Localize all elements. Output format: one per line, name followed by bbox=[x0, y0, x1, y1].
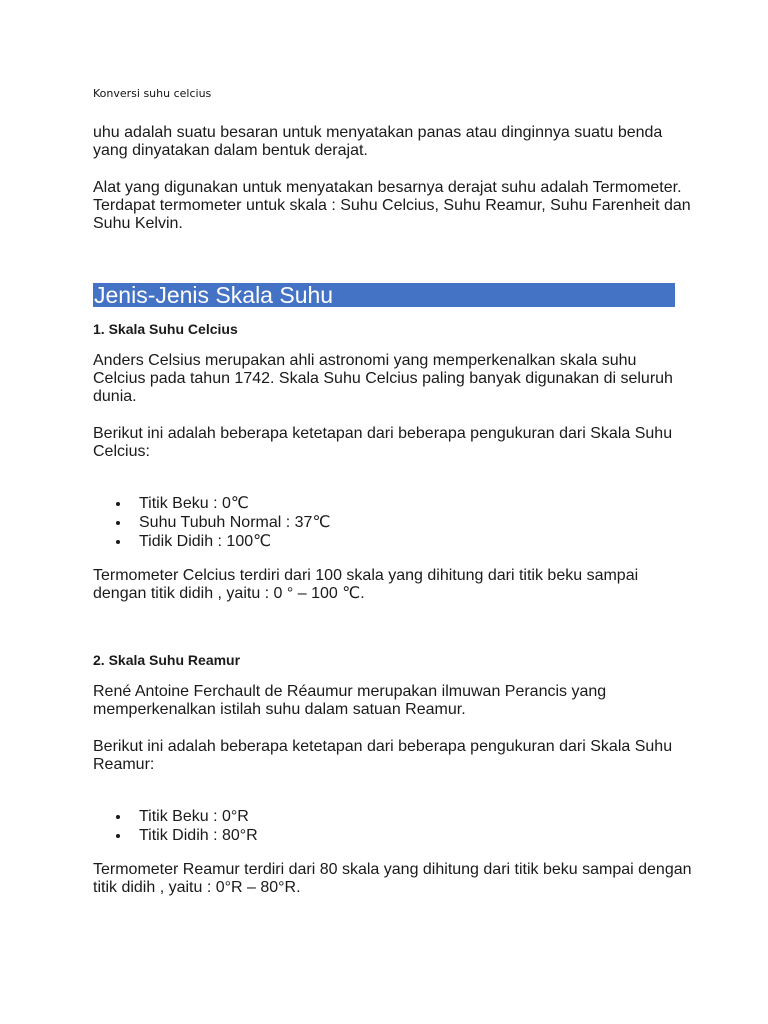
reamur-heading: 2. Skala Suhu Reamur bbox=[93, 652, 241, 668]
celcius-history-paragraph: Anders Celsius merupakan ahli astronomi yang memperkenalkan skala suhu Celcius pada tahun 1742. Skala Suhu Celcius paling banyak digunakan di seluruh dunia. bbox=[93, 352, 673, 405]
celcius-bullet-list bbox=[93, 494, 330, 551]
reamur-range-paragraph: Termometer Reamur terdiri dari 80 skala yang dihitung dari titik beku sampai dengan titik didih , yaitu : 0°R – 80°R. bbox=[93, 861, 692, 896]
intro-paragraph: uhu adalah suatu besaran untuk menyatakan panas atau dinginnya suatu benda yang dinyatakan dalam bentuk derajat. bbox=[93, 124, 663, 159]
list-item: Titik Didih : 80°R bbox=[93, 826, 258, 845]
reamur-bullet-list bbox=[93, 807, 258, 845]
list-item: Titik Beku : 0°R bbox=[93, 807, 258, 826]
section-heading: Jenis-Jenis Skala Suhu bbox=[93, 283, 675, 307]
reamur-intro-paragraph: Berikut ini adalah beberapa ketetapan dari beberapa pengukuran dari Skala Suhu Reamur: bbox=[93, 738, 673, 773]
reamur-history-paragraph: René Antoine Ferchault de Réaumur merupakan ilmuwan Perancis yang memperkenalkan istilah suhu dalam satuan Reamur. bbox=[93, 683, 607, 718]
celcius-heading: 1. Skala Suhu Celcius bbox=[93, 321, 238, 337]
list-item: Titik Beku : 0℃ bbox=[93, 494, 330, 513]
celcius-range-paragraph: Termometer Celcius terdiri dari 100 skala yang dihitung dari titik beku sampai dengan titik didih , yaitu : 0 ° – 100 ℃. bbox=[93, 567, 639, 602]
thermometer-paragraph: Alat yang digunakan untuk menyatakan besarnya derajat suhu adalah Termometer. Terdapat termometer untuk skala : Suhu Celcius, Suhu Reamur, Suhu Farenheit dan Suhu Kelvin. bbox=[93, 179, 691, 232]
document-title: Konversi suhu celcius bbox=[93, 87, 212, 100]
celcius-intro-paragraph: Berikut ini adalah beberapa ketetapan dari beberapa pengukuran dari Skala Suhu Celcius: bbox=[93, 425, 673, 460]
list-item: Suhu Tubuh Normal : 37℃ bbox=[93, 513, 330, 532]
list-item: Tidik Didih : 100℃ bbox=[93, 532, 330, 551]
